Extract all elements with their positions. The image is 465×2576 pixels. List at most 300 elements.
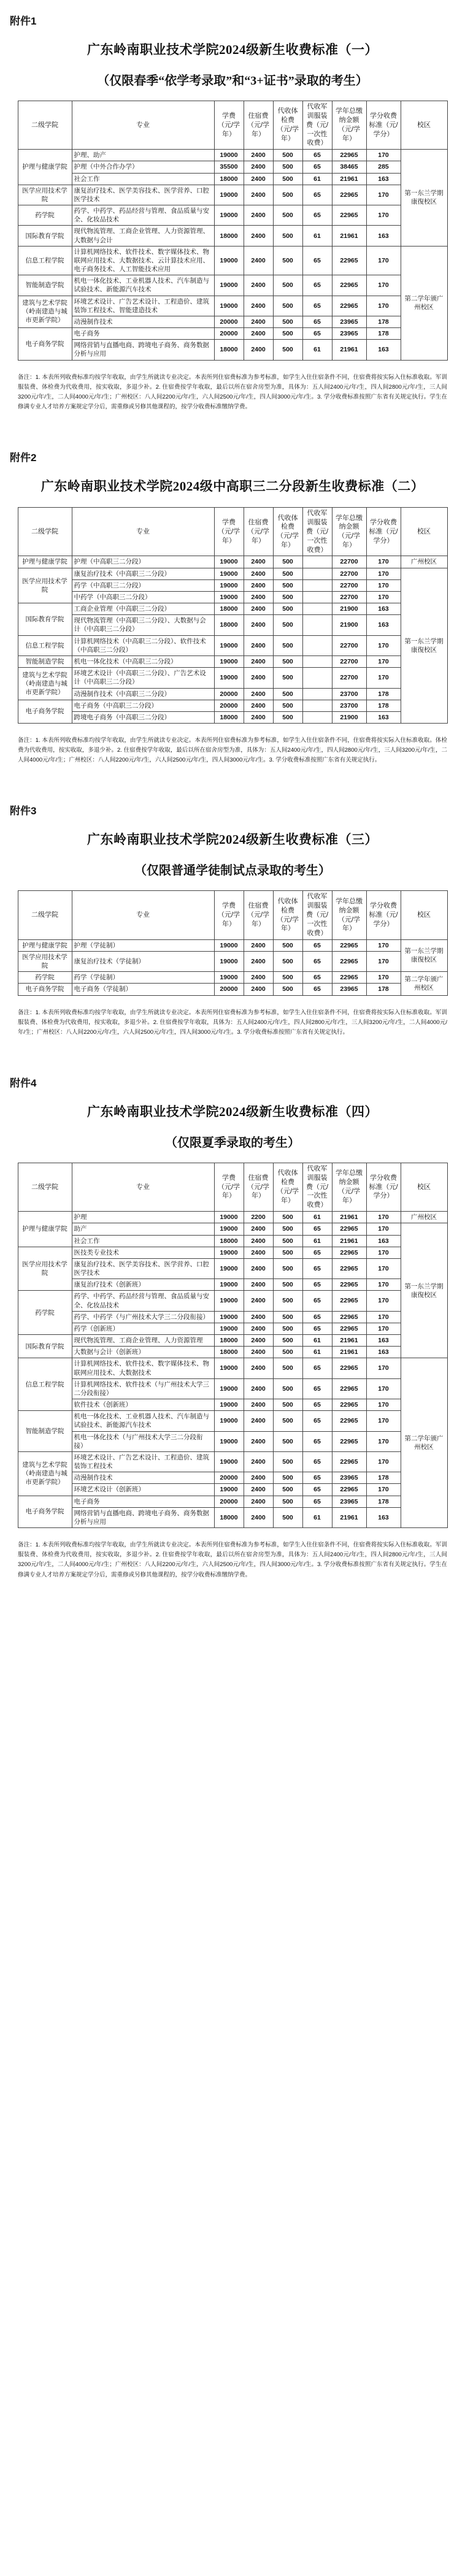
exam-fee-cell: 500 <box>273 1223 302 1235</box>
uniform-fee-cell: 65 <box>302 1291 332 1311</box>
exam-fee-cell: 500 <box>273 1399 302 1411</box>
major-cell: 护理（中高职三二分段） <box>72 556 214 568</box>
column-header: 二级学院 <box>18 1163 72 1211</box>
dorm-fee-cell: 2400 <box>244 205 273 226</box>
dept-cell: 电子商务学院 <box>18 700 72 723</box>
table-row <box>18 939 447 951</box>
total-cell: 22965 <box>332 939 366 951</box>
dept-cell: 电子商务学院 <box>18 1496 72 1528</box>
table-body <box>18 556 447 724</box>
credit-fee-cell: 170 <box>366 205 401 226</box>
tuition-cell: 20000 <box>214 984 244 995</box>
major-cell: 护理（中外合作办学） <box>72 161 214 173</box>
credit-fee-cell: 170 <box>366 1212 401 1223</box>
table-row <box>18 1358 447 1378</box>
total-cell: 23965 <box>332 328 366 340</box>
dorm-fee-cell: 2400 <box>244 972 273 984</box>
dept-cell: 药学院 <box>18 972 72 984</box>
total-cell: 21961 <box>332 1507 366 1527</box>
credit-fee-cell: 170 <box>366 246 401 275</box>
column-header: 代收军训服装费（元/一次性收费） <box>302 1163 332 1211</box>
uniform-fee-cell: 61 <box>302 1212 332 1223</box>
dorm-fee-cell: 2400 <box>244 1484 273 1496</box>
uniform-fee-cell <box>302 655 332 667</box>
exam-fee-cell: 500 <box>273 328 302 340</box>
exam-fee-cell: 500 <box>273 972 302 984</box>
major-cell: 环境艺术设计（创新班） <box>72 1484 214 1496</box>
annex-label: 附件2 <box>10 452 37 464</box>
table-row <box>18 579 447 591</box>
total-cell: 21961 <box>332 1235 366 1247</box>
spacer <box>0 28 465 40</box>
exam-fee-cell: 500 <box>273 700 302 711</box>
uniform-fee-cell: 65 <box>302 296 332 316</box>
uniform-fee-cell: 65 <box>302 1411 332 1431</box>
dept-cell: 药学院 <box>18 1291 72 1335</box>
exam-fee-cell: 500 <box>273 568 302 579</box>
total-cell: 22965 <box>332 1311 366 1323</box>
major-cell: 现代物流管理、工商企业管理、人力资源管理、大数据与会计 <box>72 226 214 246</box>
major-cell: 软件技术（创新班） <box>72 1399 214 1411</box>
dept-cell: 国际教育学院 <box>18 603 72 636</box>
section-title: 广东岭南职业技术学院2024级新生收费标准（一） <box>87 42 378 57</box>
dorm-fee-cell: 2400 <box>244 1223 273 1235</box>
credit-fee-cell: 163 <box>366 1347 401 1358</box>
major-cell: 助产 <box>72 1223 214 1235</box>
major-cell: 康复治疗技术、医学美容技术、医学营养、口腔医学技术 <box>72 185 214 205</box>
major-cell: 计算机网络技术、软件技术（与广州技术大学三二分段衔接） <box>72 1378 214 1399</box>
total-cell: 22965 <box>332 246 366 275</box>
major-cell: 药学、中药学、药品经营与管理、食品质量与安全、化妆品技术 <box>72 205 214 226</box>
column-header: 专业 <box>72 1163 214 1211</box>
major-cell: 社会工作 <box>72 173 214 185</box>
total-cell: 23965 <box>332 984 366 995</box>
table-row <box>18 951 447 971</box>
uniform-fee-cell: 65 <box>302 1451 332 1472</box>
major-cell: 工商企业管理（中高职三二分段） <box>72 603 214 615</box>
major-cell: 计算机网络技术、软件技术、数字媒体技术、物联网应用技术、大数据技术、云计算技术应用、电子商务技术、人工智能技术应用 <box>72 246 214 275</box>
total-cell: 21961 <box>332 1335 366 1347</box>
tuition-cell: 20000 <box>214 328 244 340</box>
column-header: 代收军训服装费（元/一次性收费） <box>302 891 332 939</box>
major-cell: 环境艺术设计、广告艺术设计、工程造价、建筑装饰工程技术 <box>72 1451 214 1472</box>
dorm-fee-cell: 2400 <box>244 1247 273 1258</box>
major-cell: 动漫制作技术 <box>72 1472 214 1484</box>
table-row <box>18 275 447 296</box>
major-cell: 计算机网络技术、软件技术、数字媒体技术、物联网应用技术、大数据技术 <box>72 1358 214 1378</box>
total-cell: 38465 <box>332 161 366 173</box>
table-row <box>18 340 447 360</box>
table-row <box>18 1472 447 1484</box>
column-header: 学年总缴纳金额（元/学年） <box>332 1163 366 1211</box>
dept-cell: 国际教育学院 <box>18 226 72 246</box>
section-title: 广东岭南职业技术学院2024级新生收费标准（四） <box>87 1104 378 1119</box>
column-header: 校区 <box>401 101 447 150</box>
column-header: 学费（元/学年） <box>214 1163 244 1211</box>
total-cell: 22965 <box>332 1279 366 1291</box>
major-cell: 药学、中药学、药品经营与管理、食品质量与安全、化妆品技术 <box>72 1291 214 1311</box>
tuition-cell: 18000 <box>214 1507 244 1527</box>
exam-fee-cell: 500 <box>273 226 302 246</box>
spacer <box>0 88 465 101</box>
dorm-fee-cell: 2400 <box>244 1235 273 1247</box>
exam-fee-cell: 500 <box>273 1335 302 1347</box>
column-header: 学分收费标准（元/学分） <box>366 1163 401 1211</box>
table-row <box>18 700 447 711</box>
dept-cell: 国际教育学院 <box>18 1335 72 1358</box>
major-cell: 大数据与会计（创新班） <box>72 1347 214 1358</box>
major-cell: 机电一体化技术、工业机器人技术、汽车制造与试验技术、新能源汽车技术 <box>72 1411 214 1431</box>
exam-fee-cell: 500 <box>273 1212 302 1223</box>
credit-fee-cell: 163 <box>366 340 401 360</box>
table-row <box>18 1496 447 1507</box>
total-cell: 22965 <box>332 150 366 161</box>
total-cell: 22965 <box>332 972 366 984</box>
spacer <box>0 464 465 476</box>
uniform-fee-cell: 61 <box>302 226 332 246</box>
dept-cell: 护理与健康学院 <box>18 556 72 568</box>
credit-fee-cell: 163 <box>366 226 401 246</box>
exam-fee-cell: 500 <box>273 688 302 700</box>
tuition-cell: 18000 <box>214 1235 244 1247</box>
column-header: 校区 <box>401 508 447 556</box>
dorm-fee-cell: 2400 <box>244 1291 273 1311</box>
total-cell: 22965 <box>332 1399 366 1411</box>
dorm-fee-cell: 2400 <box>244 635 273 655</box>
exam-fee-cell: 500 <box>273 1323 302 1334</box>
dept-cell: 信息工程学院 <box>18 635 72 655</box>
table-row <box>18 1507 447 1527</box>
tuition-cell: 18000 <box>214 173 244 185</box>
total-cell: 22965 <box>332 205 366 226</box>
tuition-cell: 19000 <box>214 205 244 226</box>
major-cell: 跨境电子商务（中高职三二分段） <box>72 711 214 723</box>
table-head <box>18 1163 447 1211</box>
major-cell: 护理、助产 <box>72 150 214 161</box>
uniform-fee-cell: 65 <box>302 1358 332 1378</box>
note-text: 备注：1. 本表所列收费标准均按学年收取，由学生所就读专业决定。本表所列住宿费标准为参考标准，如学生入住住宿条件不同，住宿费将按实际入住标准收取。体检费为代收费用，按实收取，多退少补。2. 住宿费按学年收取，最后以所在宿舍房型为准，具体为：五人间2400元/年/生，四人间2800元/年/生，三人间3200元/年/生，二人间4000元/年/生；广州校区：八人间2200元/年/生，六人间2500元/年/生，四人间3000元/年/生。3. 学分收费标准按照广东省有关规定执行。 <box>18 737 447 764</box>
credit-fee-cell: 170 <box>366 150 401 161</box>
uniform-fee-cell: 65 <box>302 275 332 296</box>
table-row <box>18 1212 447 1223</box>
total-cell: 22700 <box>332 568 366 579</box>
major-cell: 动漫制作技术（中高职三二分段） <box>72 688 214 700</box>
dorm-fee-cell: 2400 <box>244 568 273 579</box>
exam-fee-cell: 500 <box>273 635 302 655</box>
spacer <box>0 848 465 860</box>
spacer-top <box>0 437 465 449</box>
tuition-cell: 19000 <box>214 1484 244 1496</box>
note-text: 备注：1. 本表所列收费标准均按学年收取，由学生所就读专业决定。本表所列住宿费标准为参考标准，如学生入住住宿条件不同，住宿费将按实际入住标准收取。军训服装费、体检费为代收费用，按实收取，多退少补。2. 住宿费按学年收取，最后以所在宿舍房型为准，具体为：五人间2400元/年/生，四人间2800元/年/生，三人间3200元/年/生，二人间4000元/年/生；广州校区：八人间2200元/年/生，六人间2500元/年/生，四人间3000元/年/生。3. 学分收费标准按照广东省有关规定执行。学生在修满专业人才培养方案规定学分后，需重修或另修其他课程的，按学分收费标准缴纳学费。 <box>18 373 447 411</box>
tuition-cell: 19000 <box>214 556 244 568</box>
tuition-cell: 19000 <box>214 655 244 667</box>
tuition-cell: 19000 <box>214 275 244 296</box>
credit-fee-cell: 163 <box>366 711 401 723</box>
fee-table <box>18 101 448 361</box>
tuition-cell: 19000 <box>214 1358 244 1378</box>
uniform-fee-cell <box>302 556 332 568</box>
total-cell: 22965 <box>332 1358 366 1378</box>
fee-section <box>0 1062 465 1605</box>
dorm-fee-cell: 2400 <box>244 246 273 275</box>
table-row <box>18 185 447 205</box>
total-cell: 21961 <box>332 226 366 246</box>
table-row <box>18 1235 447 1247</box>
credit-fee-cell: 163 <box>366 615 401 635</box>
total-cell: 22965 <box>332 951 366 971</box>
credit-fee-cell: 170 <box>366 1484 401 1496</box>
campus-cell: 广州校区 <box>401 1212 447 1223</box>
uniform-fee-cell: 65 <box>302 1472 332 1484</box>
spacer <box>0 1120 465 1133</box>
column-header: 专业 <box>72 891 214 939</box>
major-cell: 护理（学徒制） <box>72 939 214 951</box>
exam-fee-cell: 500 <box>273 939 302 951</box>
annex-label: 附件1 <box>10 15 37 27</box>
tuition-cell: 19000 <box>214 668 244 688</box>
column-header: 住宿费（元/学年） <box>244 1163 273 1211</box>
credit-fee-cell: 170 <box>366 1431 401 1451</box>
table-row <box>18 1323 447 1334</box>
column-header: 二级学院 <box>18 508 72 556</box>
credit-fee-cell: 163 <box>366 603 401 615</box>
exam-fee-cell: 500 <box>273 1451 302 1472</box>
tuition-cell: 18000 <box>214 340 244 360</box>
credit-fee-cell: 163 <box>366 173 401 185</box>
table-row <box>18 1484 447 1496</box>
uniform-fee-cell: 65 <box>302 1311 332 1323</box>
uniform-fee-cell: 65 <box>302 161 332 173</box>
column-header: 学年总缴纳金额（元/学年） <box>332 891 366 939</box>
dorm-fee-cell: 2400 <box>244 1279 273 1291</box>
uniform-fee-cell: 65 <box>302 1399 332 1411</box>
tuition-cell: 20000 <box>214 1472 244 1484</box>
table-row <box>18 688 447 700</box>
credit-fee-cell: 170 <box>366 1223 401 1235</box>
dorm-fee-cell: 2400 <box>244 173 273 185</box>
credit-fee-cell: 178 <box>366 1496 401 1507</box>
exam-fee-cell: 500 <box>273 711 302 723</box>
credit-fee-cell: 170 <box>366 1291 401 1311</box>
exam-fee-cell: 500 <box>273 246 302 275</box>
exam-fee-cell: 500 <box>273 340 302 360</box>
spacer-top <box>0 1062 465 1074</box>
dorm-fee-cell: 2400 <box>244 275 273 296</box>
column-header: 学分收费标准（元/学分） <box>366 508 401 556</box>
total-cell: 22700 <box>332 635 366 655</box>
exam-fee-cell: 500 <box>273 1311 302 1323</box>
campus-cell: 第一东兰学期康復校区 <box>401 568 447 723</box>
table-row <box>18 591 447 603</box>
column-header: 学费（元/学年） <box>214 891 244 939</box>
uniform-fee-cell: 65 <box>302 1484 332 1496</box>
exam-fee-cell: 500 <box>273 1279 302 1291</box>
table-row <box>18 1247 447 1258</box>
annex-label: 附件3 <box>10 805 37 817</box>
total-cell: 21900 <box>332 711 366 723</box>
dorm-fee-cell: 2400 <box>244 1411 273 1431</box>
uniform-fee-cell <box>302 711 332 723</box>
tuition-cell: 19000 <box>214 1212 244 1223</box>
dorm-fee-cell: 2400 <box>244 951 273 971</box>
major-cell: 电子商务（中高职三二分段） <box>72 700 214 711</box>
dorm-fee-cell: 2200 <box>244 1212 273 1223</box>
spacer-bottom <box>0 1592 465 1605</box>
table-row <box>18 1223 447 1235</box>
dorm-fee-cell: 2400 <box>244 688 273 700</box>
dept-cell: 信息工程学院 <box>18 246 72 275</box>
dorm-fee-cell: 2400 <box>244 185 273 205</box>
spacer-bottom <box>0 1050 465 1062</box>
credit-fee-cell: 170 <box>366 1411 401 1431</box>
dept-cell: 建筑与艺术学院（岭南建造与城市更新学院） <box>18 1451 72 1496</box>
major-cell: 康复治疗技术（学徒制） <box>72 951 214 971</box>
dept-cell: 护理与健康学院 <box>18 939 72 951</box>
column-header: 代收体检费（元/学年） <box>273 1163 302 1211</box>
major-cell: 中药学（中高职三二分段） <box>72 591 214 603</box>
major-cell: 药学、中药学（与广州技术大学三二分段衔接） <box>72 1311 214 1323</box>
major-cell: 环境艺术设计、广告艺术设计、工程造价、建筑装饰工程技术、智能建造技术 <box>72 296 214 316</box>
dorm-fee-cell: 2400 <box>244 1335 273 1347</box>
major-cell: 计算机网络技术（中高职三二分段）、软件技术（中高职三二分段） <box>72 635 214 655</box>
tuition-cell: 19000 <box>214 579 244 591</box>
credit-fee-cell: 170 <box>366 1399 401 1411</box>
fee-section <box>0 437 465 790</box>
spacer <box>0 878 465 890</box>
dept-cell: 护理与健康学院 <box>18 150 72 185</box>
total-cell: 21961 <box>332 340 366 360</box>
uniform-fee-cell: 65 <box>302 984 332 995</box>
dorm-fee-cell: 2400 <box>244 700 273 711</box>
credit-fee-cell: 163 <box>366 1235 401 1247</box>
dorm-fee-cell: 2400 <box>244 1347 273 1358</box>
fee-table <box>18 890 448 995</box>
table-body <box>18 939 447 995</box>
exam-fee-cell: 500 <box>273 1291 302 1311</box>
table-row <box>18 711 447 723</box>
table-head <box>18 508 447 556</box>
table-row <box>18 173 447 185</box>
uniform-fee-cell: 65 <box>302 951 332 971</box>
exam-fee-cell: 500 <box>273 579 302 591</box>
column-header: 住宿费（元/学年） <box>244 891 273 939</box>
tuition-cell: 19000 <box>214 591 244 603</box>
exam-fee-cell: 500 <box>273 1484 302 1496</box>
dorm-fee-cell: 2400 <box>244 1378 273 1399</box>
column-header: 代收体检费（元/学年） <box>273 891 302 939</box>
campus-cell: 第二学年颁广州校区 <box>401 246 447 360</box>
exam-fee-cell: 500 <box>273 1247 302 1258</box>
spacer <box>0 495 465 507</box>
tuition-cell: 35500 <box>214 161 244 173</box>
dorm-fee-cell: 2400 <box>244 340 273 360</box>
total-cell: 22965 <box>332 1484 366 1496</box>
exam-fee-cell: 500 <box>273 668 302 688</box>
column-header: 代收军训服装费（元/一次性收费） <box>302 508 332 556</box>
major-cell: 环境艺术设计（中高职三二分段）、广告艺术设计（中高职三二分段） <box>72 668 214 688</box>
header-row <box>18 101 447 150</box>
uniform-fee-cell: 65 <box>302 316 332 327</box>
uniform-fee-cell: 65 <box>302 205 332 226</box>
dorm-fee-cell: 2400 <box>244 939 273 951</box>
table-row <box>18 1279 447 1291</box>
dorm-fee-cell: 2400 <box>244 1472 273 1484</box>
uniform-fee-cell <box>302 603 332 615</box>
credit-fee-cell: 170 <box>366 972 401 984</box>
uniform-fee-cell <box>302 568 332 579</box>
table-row <box>18 1431 447 1451</box>
credit-fee-cell: 170 <box>366 275 401 296</box>
uniform-fee-cell: 65 <box>302 1223 332 1235</box>
total-cell: 22700 <box>332 668 366 688</box>
dept-cell: 医学应用技术学院 <box>18 185 72 205</box>
total-cell: 23700 <box>332 688 366 700</box>
credit-fee-cell: 178 <box>366 328 401 340</box>
table-row <box>18 1291 447 1311</box>
dorm-fee-cell: 2400 <box>244 603 273 615</box>
campus-cell: 第一东兰学期康復校区 <box>401 1223 447 1358</box>
exam-fee-cell: 500 <box>273 161 302 173</box>
campus-cell: 广州校区 <box>401 556 447 568</box>
spacer-bottom <box>0 1038 465 1050</box>
exam-fee-cell: 500 <box>273 1431 302 1451</box>
uniform-fee-cell: 61 <box>302 1235 332 1247</box>
dorm-fee-cell: 2400 <box>244 615 273 635</box>
total-cell: 22965 <box>332 275 366 296</box>
total-cell: 23700 <box>332 700 366 711</box>
total-cell: 22965 <box>332 1323 366 1334</box>
credit-fee-cell: 170 <box>366 1279 401 1291</box>
uniform-fee-cell: 65 <box>302 150 332 161</box>
dept-cell: 医学应用技术学院 <box>18 568 72 603</box>
exam-fee-cell: 500 <box>273 603 302 615</box>
exam-fee-cell: 500 <box>273 296 302 316</box>
credit-fee-cell: 170 <box>366 939 401 951</box>
major-cell: 电子商务 <box>72 328 214 340</box>
section-subtitle: （仅限普通学徒制试点录取的考生） <box>134 864 331 878</box>
exam-fee-cell: 500 <box>273 655 302 667</box>
major-cell: 医技类专业技术 <box>72 1247 214 1258</box>
major-cell: 社会工作 <box>72 1235 214 1247</box>
tuition-cell: 20000 <box>214 688 244 700</box>
tuition-cell: 19000 <box>214 1247 244 1258</box>
exam-fee-cell: 500 <box>273 185 302 205</box>
tuition-cell: 18000 <box>214 615 244 635</box>
total-cell: 22965 <box>332 1431 366 1451</box>
total-cell: 21961 <box>332 173 366 185</box>
uniform-fee-cell: 65 <box>302 328 332 340</box>
tuition-cell: 19000 <box>214 1431 244 1451</box>
header-row <box>18 508 447 556</box>
tuition-cell: 19000 <box>214 1291 244 1311</box>
total-cell: 22700 <box>332 579 366 591</box>
dorm-fee-cell: 2400 <box>244 1399 273 1411</box>
dorm-fee-cell: 2400 <box>244 1451 273 1472</box>
dorm-fee-cell: 2400 <box>244 161 273 173</box>
exam-fee-cell: 500 <box>273 275 302 296</box>
credit-fee-cell: 170 <box>366 1247 401 1258</box>
campus-cell: 第二学年颁广州校区 <box>401 972 447 995</box>
fee-table <box>18 507 448 724</box>
column-header: 代收体检费（元/学年） <box>273 508 302 556</box>
spacer <box>0 1090 465 1102</box>
column-header: 学分收费标准（元/学分） <box>366 101 401 150</box>
exam-fee-cell: 500 <box>273 1496 302 1507</box>
major-cell: 药学（创新班） <box>72 1323 214 1334</box>
credit-fee-cell: 170 <box>366 296 401 316</box>
tuition-cell: 19000 <box>214 185 244 205</box>
credit-fee-cell: 178 <box>366 700 401 711</box>
